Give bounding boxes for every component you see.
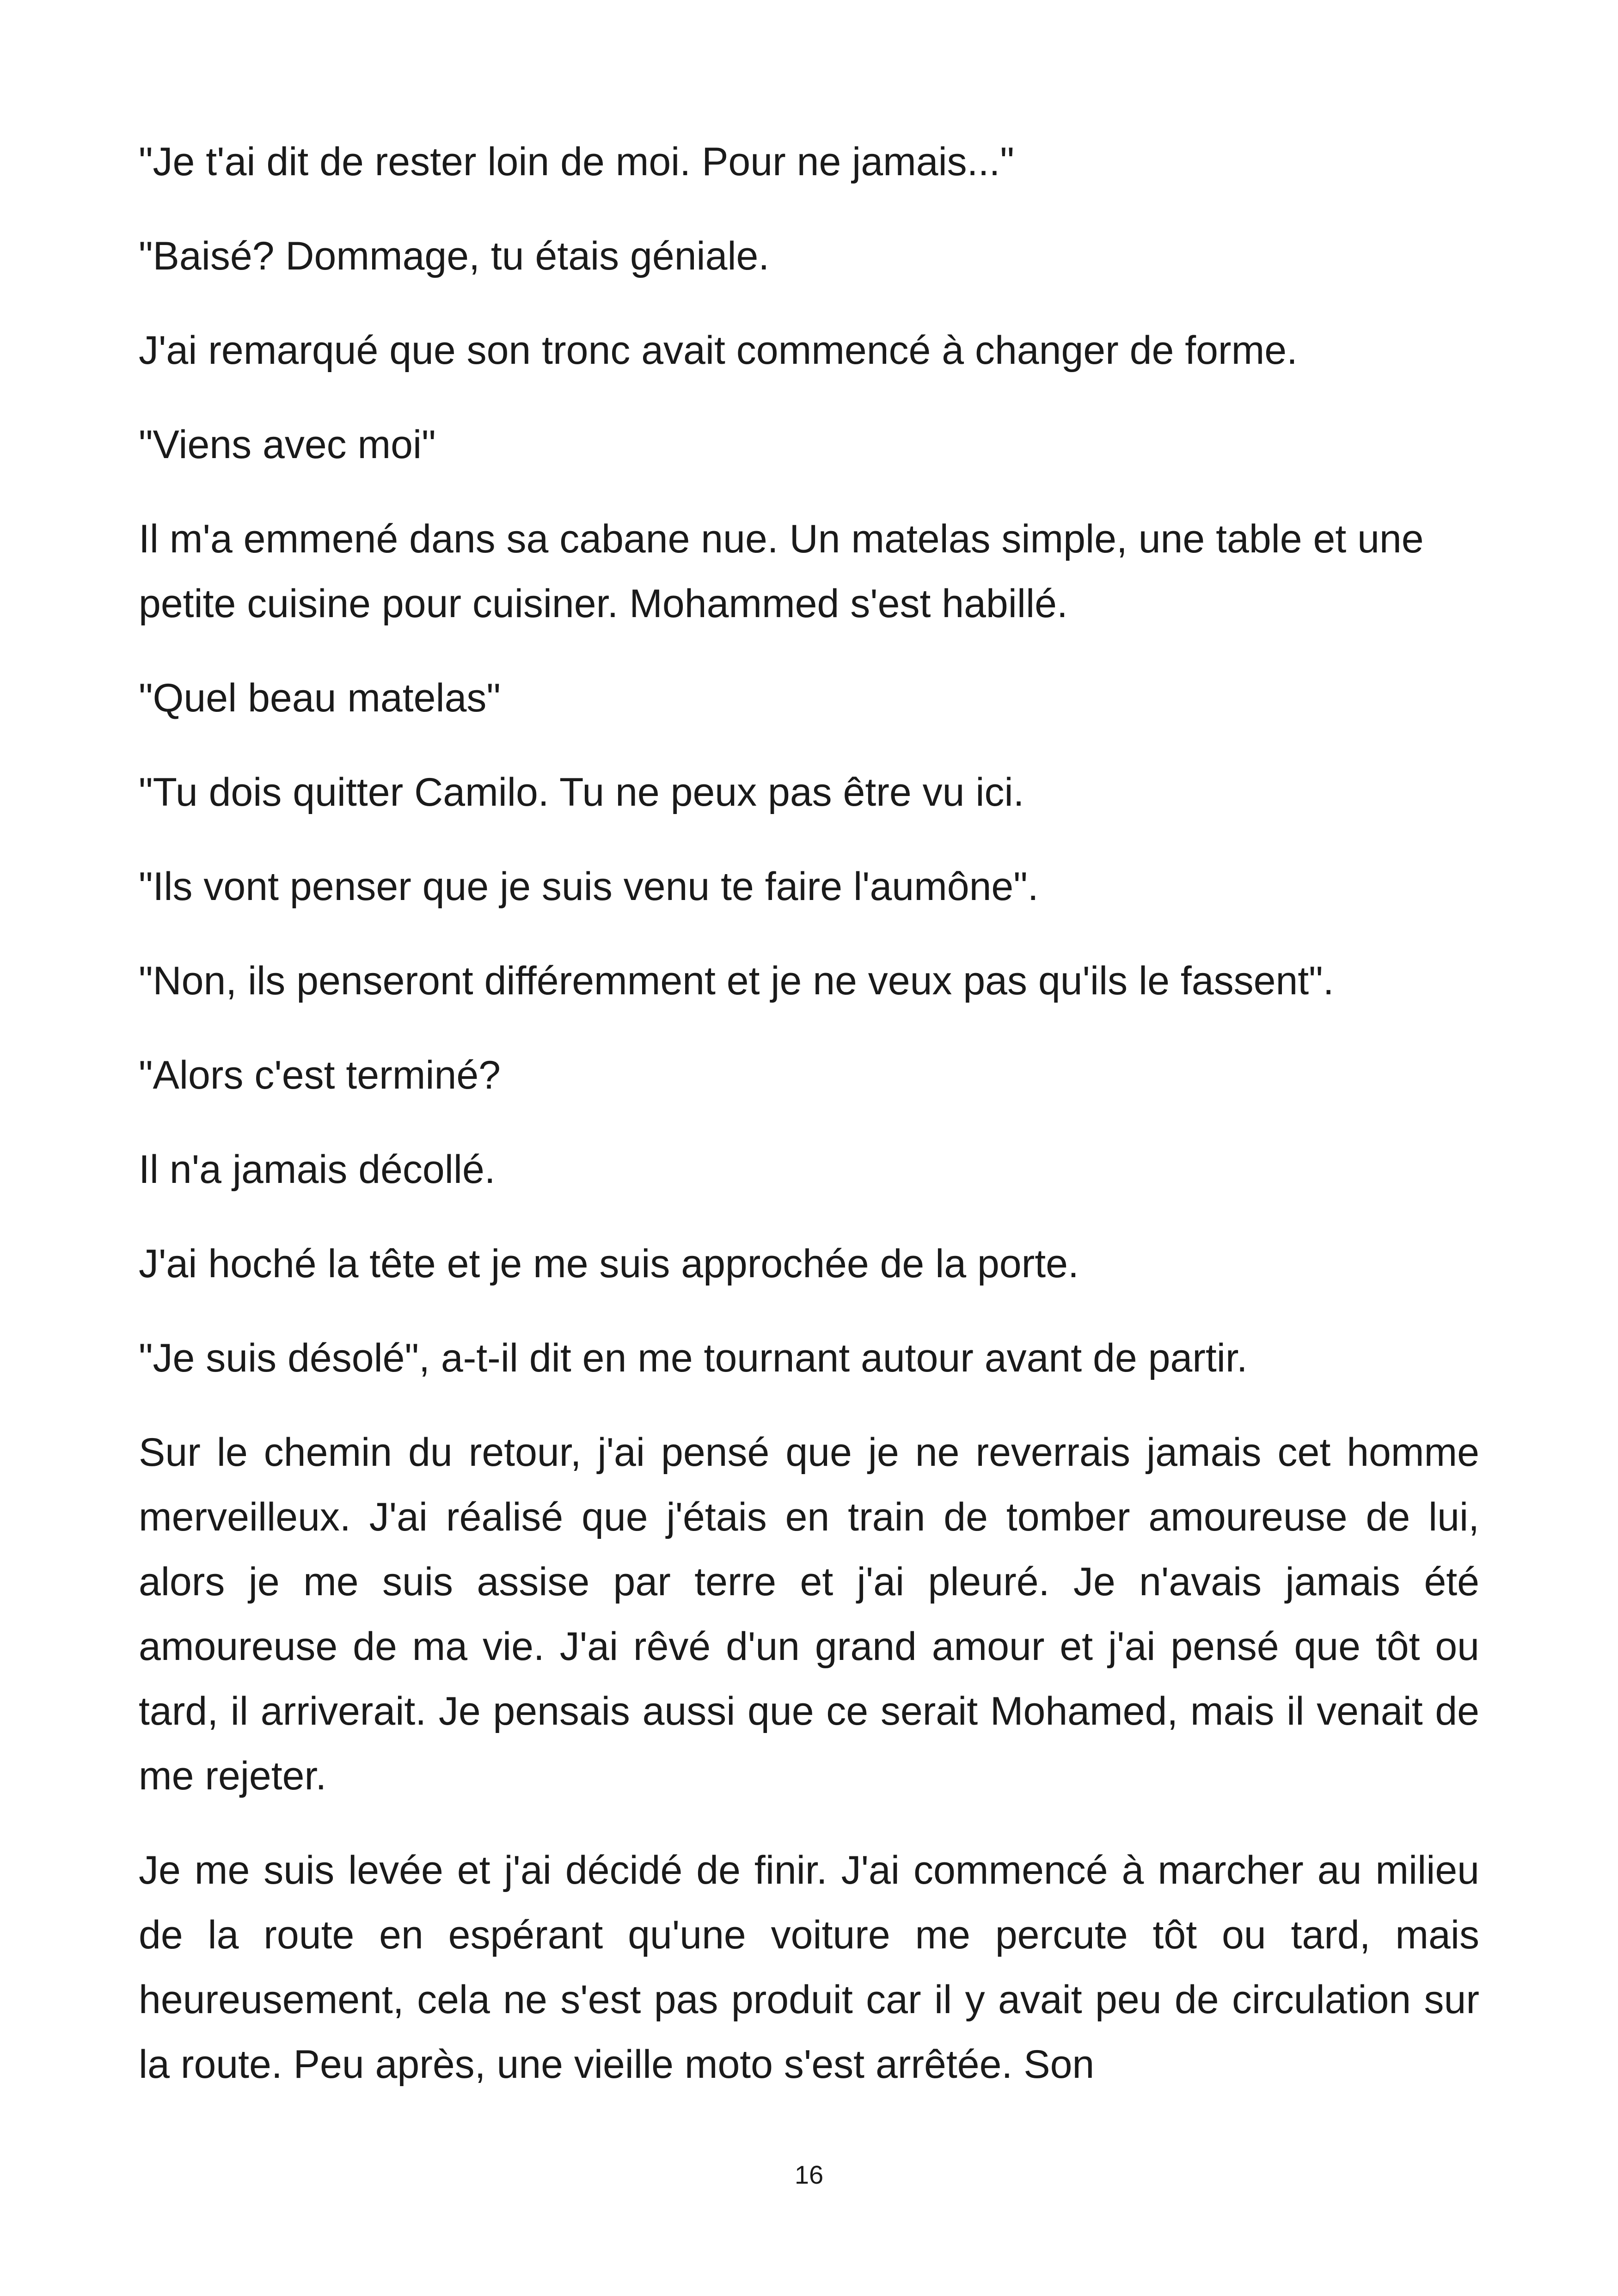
paragraph-12: J'ai hoché la tête et je me suis approchée de la porte. bbox=[139, 1242, 1079, 1286]
page-number: 16 bbox=[794, 2160, 824, 2189]
paragraph-7: "Tu dois quitter Camilo. Tu ne peux pas être vu ici. bbox=[139, 770, 1024, 814]
paragraph-3: J'ai remarqué que son tronc avait commencé à changer de forme. bbox=[139, 328, 1298, 373]
paragraph-1: "Je t'ai dit de rester loin de moi. Pour ne jamais..." bbox=[139, 140, 1014, 184]
paragraph-15: Je me suis levée et j'ai décidé de finir. J'ai commencé à marcher au milieu de la route en espérant qu'une voiture me percute tôt ou tard, mais heureusement, cela ne s'est pas produit car il y avait peu de circulation sur la route. Peu après, une vieille moto s'est arrêtée. Son bbox=[139, 1848, 1479, 2087]
body-text bbox=[139, 129, 1479, 2126]
paragraph-4: "Viens avec moi" bbox=[139, 422, 436, 467]
paragraph-14: Sur le chemin du retour, j'ai pensé que je ne reverrais jamais cet homme merveilleux. J'ai réalisé que j'étais en train de tomber amoureuse de lui, alors je me suis assise par terre et j'ai pleuré. Je n'avais jamais été amoureuse de ma vie. J'ai rêvé d'un grand amour et j'ai pensé que tôt ou tard, il arriverait. Je pensais aussi que ce serait Mohamed, mais il venait de me rejeter. bbox=[139, 1430, 1479, 1798]
paragraph-10: "Alors c'est terminé? bbox=[139, 1053, 501, 1097]
paragraph-6: "Quel beau matelas" bbox=[139, 676, 501, 720]
paragraph-11: Il n'a jamais décollé. bbox=[139, 1147, 496, 1192]
paragraph-8: "Ils vont penser que je suis venu te faire l'aumône". bbox=[139, 864, 1039, 909]
paragraph-2: "Baisé? Dommage, tu étais géniale. bbox=[139, 234, 770, 278]
paragraph-9: "Non, ils penseront différemment et je ne veux pas qu'ils le fassent". bbox=[139, 959, 1334, 1003]
paragraph-5: Il m'a emmené dans sa cabane nue. Un matelas simple, une table et une petite cuisine pour cuisiner. Mohammed s'est habillé. bbox=[139, 517, 1424, 626]
paragraph-13: "Je suis désolé", a-t-il dit en me tournant autour avant de partir. bbox=[139, 1336, 1248, 1380]
